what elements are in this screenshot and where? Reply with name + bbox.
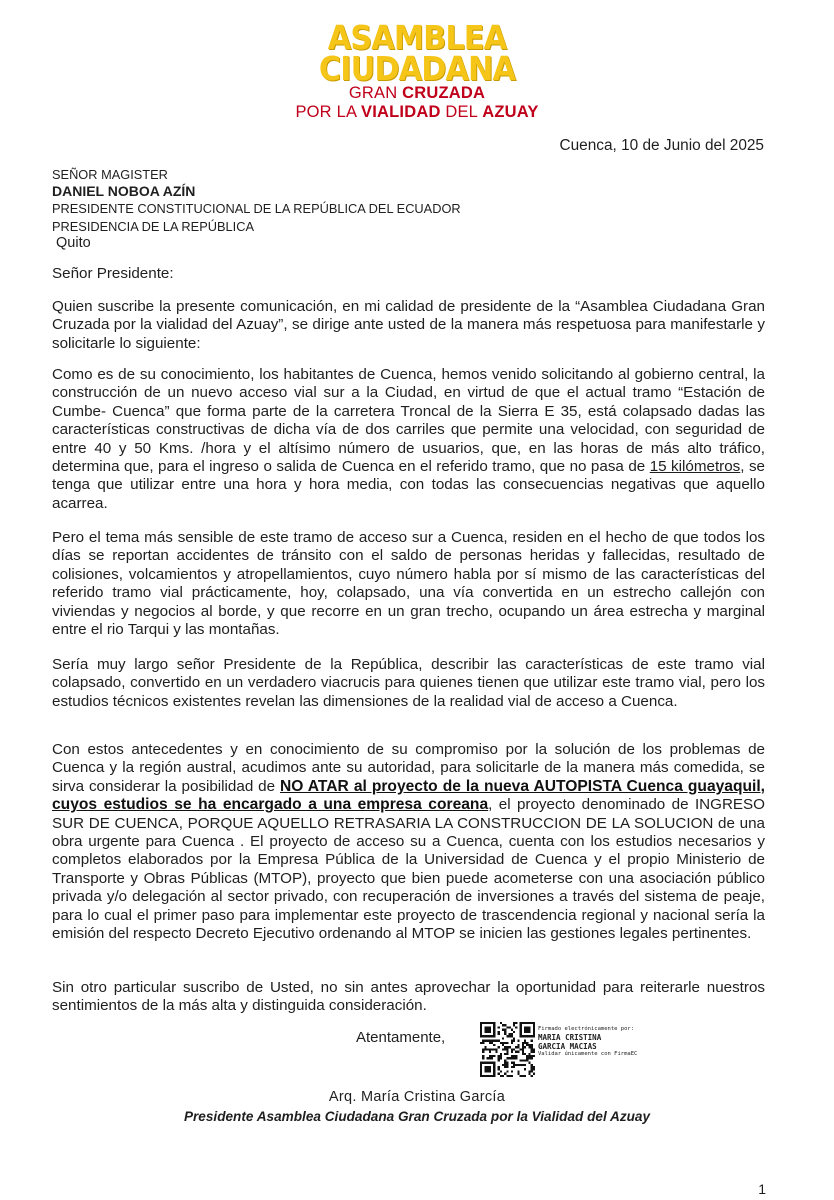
closing: Atentamente, bbox=[356, 1029, 446, 1046]
signature-qr-code bbox=[480, 1022, 535, 1077]
paragraph-6: Sin otro particular suscribo de Usted, no sin antes aprovechar la oportunidad para reiterarle nuestros sentimientos de la más alta y distinguida consideración. bbox=[52, 979, 765, 1015]
distance-underlined: 15 kilómetros bbox=[649, 458, 741, 476]
paragraph-1: Quien suscribe la presente comunicación, en mi calidad de presidente de la “Asamblea Ciudadana Gran Cruzada por la vialidad del Azuay”, se dirige ante usted de la manera más respetuosa para manifestarle y solicitarle lo siguiente: bbox=[52, 298, 765, 352]
addressee-block bbox=[52, 166, 461, 252]
signature-name-1: MARIA CRISTINA bbox=[538, 1033, 602, 1042]
signer-role: Presidente Asamblea Ciudadana Gran Cruzada por la Vialidad del Azuay bbox=[183, 1109, 651, 1124]
organization-logo bbox=[0, 18, 834, 122]
signature-caption: Firmado electrónicamente por: bbox=[538, 1026, 635, 1032]
paragraph-2: Como es de su conocimiento, los habitantes de Cuenca, hemos venido solicitando al gobierno central, la construcción de un nuevo acceso vial sur a la Ciudad, en virtud de que el actual tramo “Estación de Cumbe- Cuenca” que forma parte de la carretera Troncal de la Sierra E 35, está colapsado dadas las características constructivas de dicha vía de dos carriles que permite una velocidad, con seguridad de entre 40 y 50 Kms. /hora y el altísimo número de usuarios, que, en las horas de más alto tráfico, determina que, para el ingreso o salida de Cuenca en el referido tramo, que no pasa de 15 kilómetros, se tenga que utilizar entre una hora y hora media, con todas las consecuencias negativas que aquello acarrea. bbox=[52, 366, 765, 512]
addressee-name: DANIEL NOBOA AZÍN bbox=[52, 183, 196, 200]
addressee-office: PRESIDENCIA DE LA REPÚBLICA bbox=[52, 218, 254, 234]
paragraph-3: Pero el tema más sensible de este tramo de acceso sur a Cuenca, residen en el hecho de que todos los días se reportan accidentes de tránsito con el saldo de personas heridas y fallecidas, resultado de colisiones, volcamientos y atropellamientos, cuyo número habla por sí mismo de las características del referido tramo vial prácticamente, hoy, colapsado, una vía convertida en un estrecho callejón con viviendas y negocios al borde, y que recorre en un gran trecho, ocupando un área estrecha y marginal entre el rio Tarqui y las montañas. bbox=[52, 529, 765, 639]
logo-subtitle-1: GRAN CRUZADA bbox=[348, 84, 486, 102]
logo-subtitle-2: POR LA VIALIDAD DEL AZUAY bbox=[295, 103, 539, 121]
electronic-signature bbox=[480, 1022, 645, 1077]
signature-name-2: GARCIA MACIAS bbox=[538, 1042, 597, 1051]
highlighted-request: NO ATAR al proyecto de la nueva AUTOPISTA Cuenca guayaquil, cuyos estudios se ha encargado a una empresa coreana bbox=[52, 777, 766, 814]
logo-line-1: ASAMBLEA bbox=[327, 18, 507, 57]
paragraph-5: Con estos antecedentes y en conocimiento de su compromiso por la solución de los problemas de Cuenca y la región austral, acudimos ante su autoridad, para solicitarle de la manera más comedida, se sirva considerar la posibilidad de NO ATAR al proyecto de la nueva AUTOPISTA Cuenca guayaquil, cuyos estudios se ha encargado a una empresa coreana, el proyecto denominado de INGRESO SUR DE CUENCA, PORQUE AQUELLO RETRASARIA LA CONSTRUCCION DE LA SOLUCION de una obra urgente para Cuenca . El proyecto de acceso su a Cuenca, cuenta con los estudios necesarios y completos elaborados por la Empresa Pública de la Universidad de Cuenca y el propio Ministerio de Transporte y Obras Públicas (MTOP), proyecto que bien puede acometerse con una asociación público privada y/o delegación al sector privado, con recuperación de inversiones a través del sistema de peaje, para lo cual el primer paso para implementar este proyecto de trascendencia regional y nacional sería la emisión del respecto Decreto Ejecutivo ordenando al MTOP se inicien las gestiones legales pertinentes. bbox=[52, 741, 766, 943]
signer-name: Arq. María Cristina García bbox=[328, 1089, 506, 1105]
addressee-city: Quito bbox=[56, 234, 91, 251]
logo-line-2: CIUDADANA bbox=[318, 49, 516, 88]
paragraph-4: Sería muy largo señor Presidente de la República, describir las características de este tramo vial colapsado, convertido en un verdadero viacrucis para quienes tienen que utilizar este tramo vial, pero los estudios técnicos existentes revelan las dimensiones de la realidad vial de acceso a Cuenca. bbox=[52, 656, 765, 710]
page-number: 1 bbox=[758, 1181, 766, 1197]
addressee-title: SEÑOR MAGISTER bbox=[52, 167, 168, 182]
addressee-position: PRESIDENTE CONSTITUCIONAL DE LA REPÚBLICA DEL ECUADOR bbox=[52, 201, 461, 217]
letter-date: Cuenca, 10 de Junio del 2025 bbox=[559, 137, 764, 154]
greeting: Señor Presidente: bbox=[52, 265, 174, 282]
signature-validation-note: Validar únicamente con FirmaEC bbox=[538, 1051, 638, 1057]
